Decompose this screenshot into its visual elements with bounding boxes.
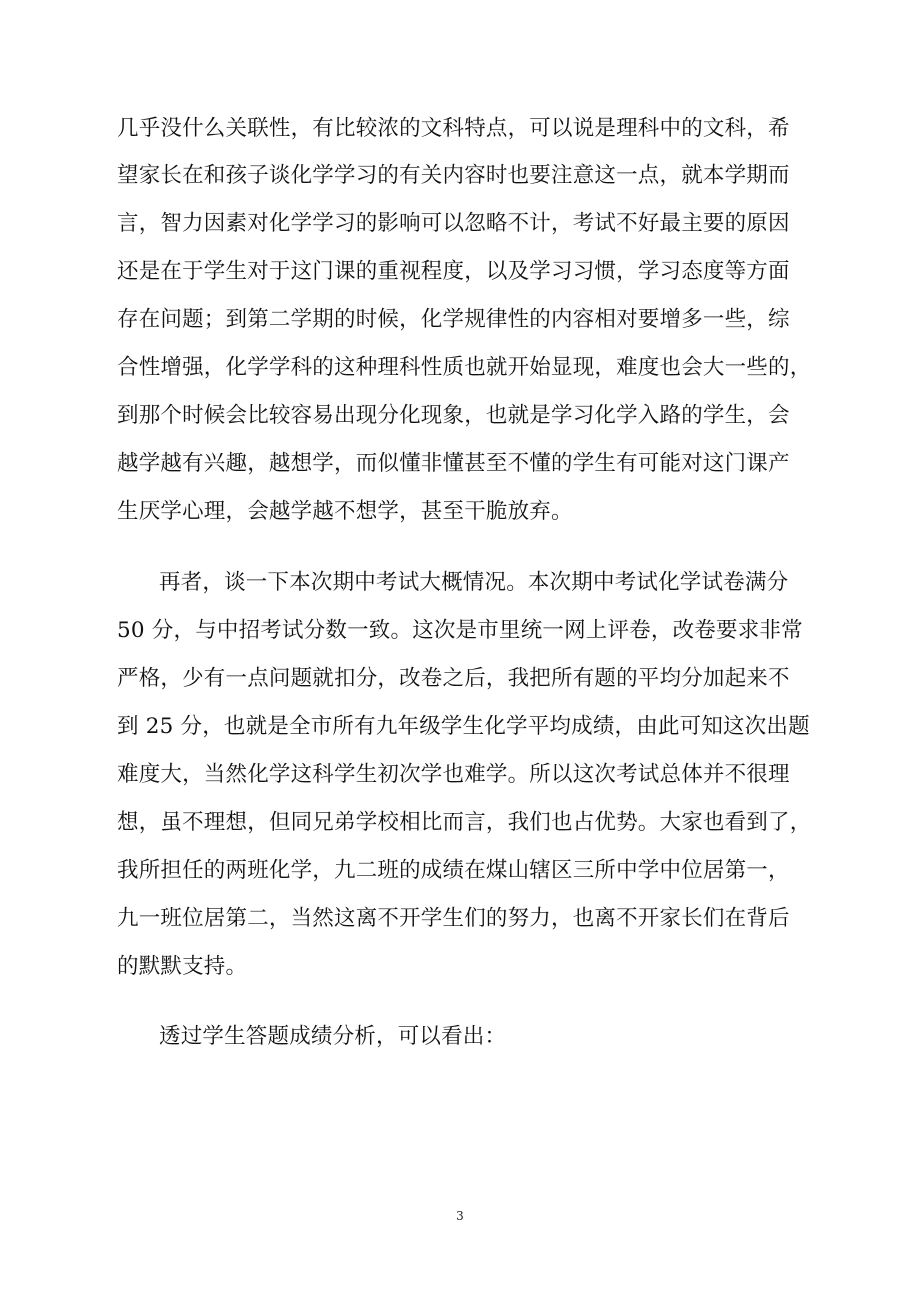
- page-number: 3: [456, 1209, 464, 1223]
- text-line: 严格，少有一点问题就扣分，改卷之后，我把所有题的平均分加起来不: [117, 666, 790, 691]
- text-line: 我所担任的两班化学，九二班的成绩在煤山辖区三所中学中位居第一，: [117, 858, 790, 883]
- text-line: 再者，谈一下本次期中考试大概情况。本次期中考试化学试卷满分: [159, 570, 789, 595]
- text-line: 到 25 分，也就是全市所有九年级学生化学平均成绩，由此可知这次出题: [117, 714, 810, 739]
- text-line: 越学越有兴趣，越想学，而似懂非懂甚至不懂的学生有可能对这门课产: [117, 451, 790, 476]
- text-line: 九一班位居第二，当然这离不开学生们的努力，也离不开家长们在背后: [117, 906, 790, 931]
- text-line: 难度大，当然化学这科学生初次学也难学。所以这次考试总体并不很理: [117, 762, 790, 787]
- text-line: 的默默支持。: [117, 954, 248, 979]
- text-line: 想，虽不理想，但同兄弟学校相比而言，我们也占优势。大家也看到了，: [117, 810, 812, 835]
- text-line: 存在问题；到第二学期的时候，化学规律性的内容相对要增多一些，综: [117, 307, 790, 332]
- text-line: 合性增强，化学学科的这种理科性质也就开始显现，难度也会大一些的，: [117, 355, 812, 380]
- text-line: 言，智力因素对化学学习的影响可以忽略不计，考试不好最主要的原因: [117, 211, 790, 236]
- text-line: 望家长在和孩子谈化学学习的有关内容时也要注意这一点，就本学期而: [117, 163, 790, 188]
- text-line: 还是在于学生对于这门课的重视程度，以及学习习惯，学习态度等方面: [117, 259, 790, 284]
- text-line: 透过学生答题成绩分析，可以看出：: [159, 1024, 507, 1049]
- text-line: 到那个时候会比较容易出现分化现象，也就是学习化学入路的学生，会: [117, 403, 790, 428]
- text-line: 生厌学心理，会越学越不想学，甚至干脆放弃。: [117, 499, 573, 524]
- text-line: 50 分，与中招考试分数一致。这次是市里统一网上评卷，改卷要求非常: [117, 618, 803, 643]
- text-line: 几乎没什么关联性，有比较浓的文科特点，可以说是理科中的文科，希: [117, 116, 790, 141]
